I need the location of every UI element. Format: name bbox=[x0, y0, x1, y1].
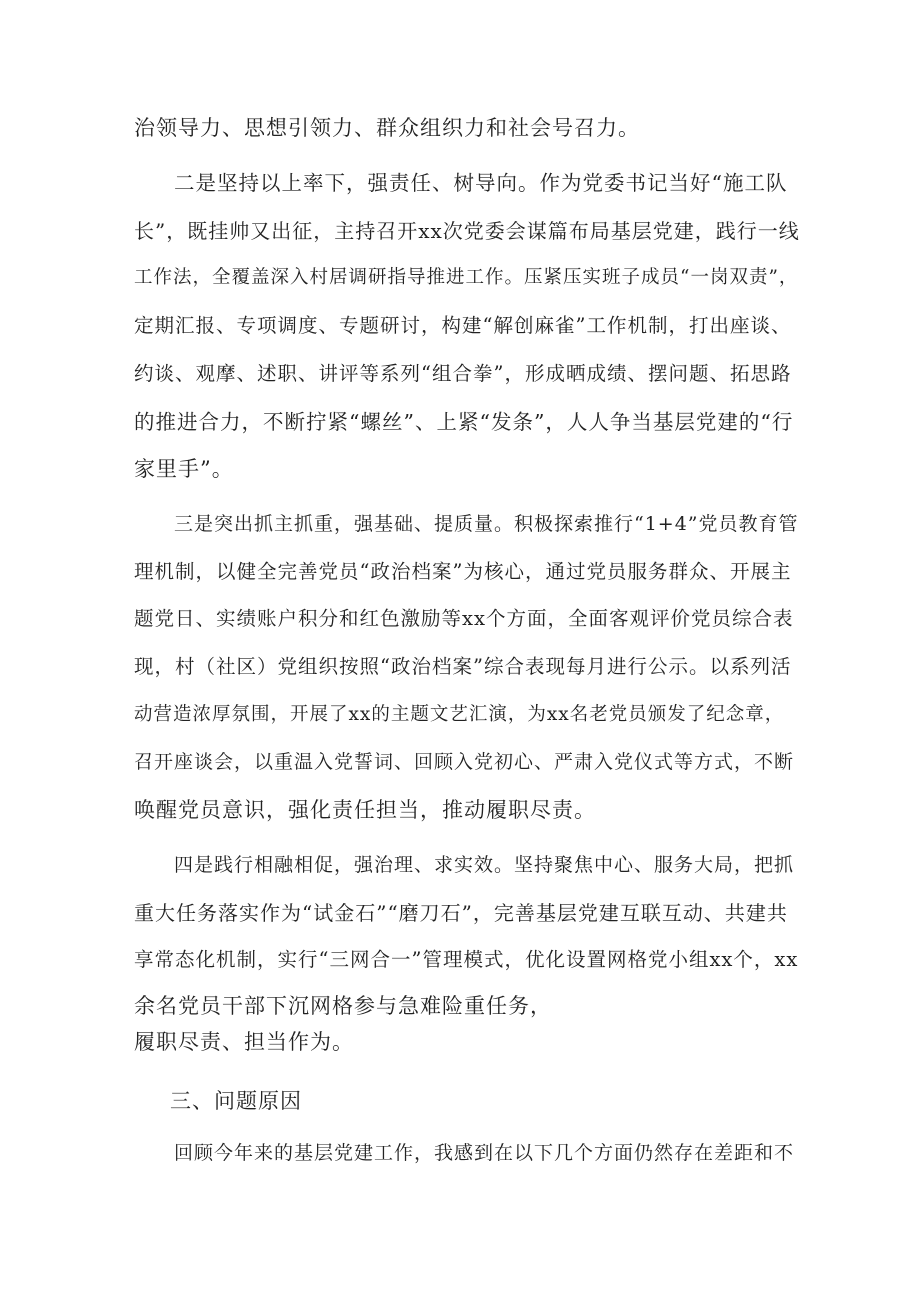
text-line: 长”，既挂帅又出征，主持召开xx次党委会谋篇布局基层党建，践行一线 bbox=[134, 219, 800, 243]
text-line: 召开座谈会，以重温入党誓词、回顾入党初心、严肃入党仪式等方式，不断 bbox=[134, 751, 795, 773]
text-line: 余名党员干部下沉网格参与急难险重任务， bbox=[134, 994, 552, 1018]
text-line: 家里手”。 bbox=[134, 457, 234, 481]
text-line: 唤醒党员意识，强化责任担当，推动履职尽责。 bbox=[134, 798, 596, 822]
text-line: 回顾今年来的基层党建工作，我感到在以下几个方面仍然存在差距和不 bbox=[174, 1142, 795, 1164]
text-line: 四是践行相融相促，强治理、求实效。坚持聚焦中心、服务大局，把抓 bbox=[174, 854, 795, 876]
text-line: 定期汇报、专项调度、专题研讨，构建“解创麻雀”工作机制，打出座谈、 bbox=[134, 314, 792, 337]
text-line: 动营造浓厚氛围，开展了xx的主题文艺汇演，为xx名老党员颁发了纪念章， bbox=[134, 704, 785, 725]
text-line: 的推进合力，不断拧紧“螺丝”、上紧“发条”，人人争当基层党建的“行 bbox=[134, 410, 794, 434]
text-line: 治领导力、思想引领力、群众组织力和社会号召力。 bbox=[134, 116, 640, 140]
text-line: 重大任务落实作为“试金石”“磨刀石”，完善基层党建互联互动、共建共 bbox=[134, 901, 788, 925]
text-line: 享常态化机制，实行“三网合一”管理模式，优化设置网格党小组xx个，xx bbox=[134, 948, 799, 971]
text-line: 三是突出抓主抓重，强基础、提质量。积极探索推行“1+4”党员教育管 bbox=[174, 513, 799, 535]
text-line: 理机制，以健全完善党员“政治档案”为核心，通过党员服务群众、开展主 bbox=[134, 560, 792, 583]
text-line: 题党日、实绩账户积分和红色激励等xx个方面，全面客观评价党员综合表 bbox=[134, 607, 794, 630]
text-line: 工作法，全覆盖深入村居调研指导推进工作。压紧压实班子成员“一岗双责”， bbox=[134, 267, 799, 288]
text-line: 约谈、观摩、述职、讲评等系列“组合拳”，形成晒成绩、摆问题、拓思路 bbox=[134, 362, 792, 385]
section-heading: 三、问题原因 bbox=[170, 1089, 302, 1113]
text-line: 现，村（社区）党组织按照“政治档案”综合表现每月进行公示。以系列活 bbox=[134, 655, 792, 678]
text-line: 履职尽责、担当作为。 bbox=[134, 1030, 354, 1054]
text-line: 二是坚持以上率下，强责任、树导向。作为党委书记当好“施工队 bbox=[174, 171, 788, 195]
